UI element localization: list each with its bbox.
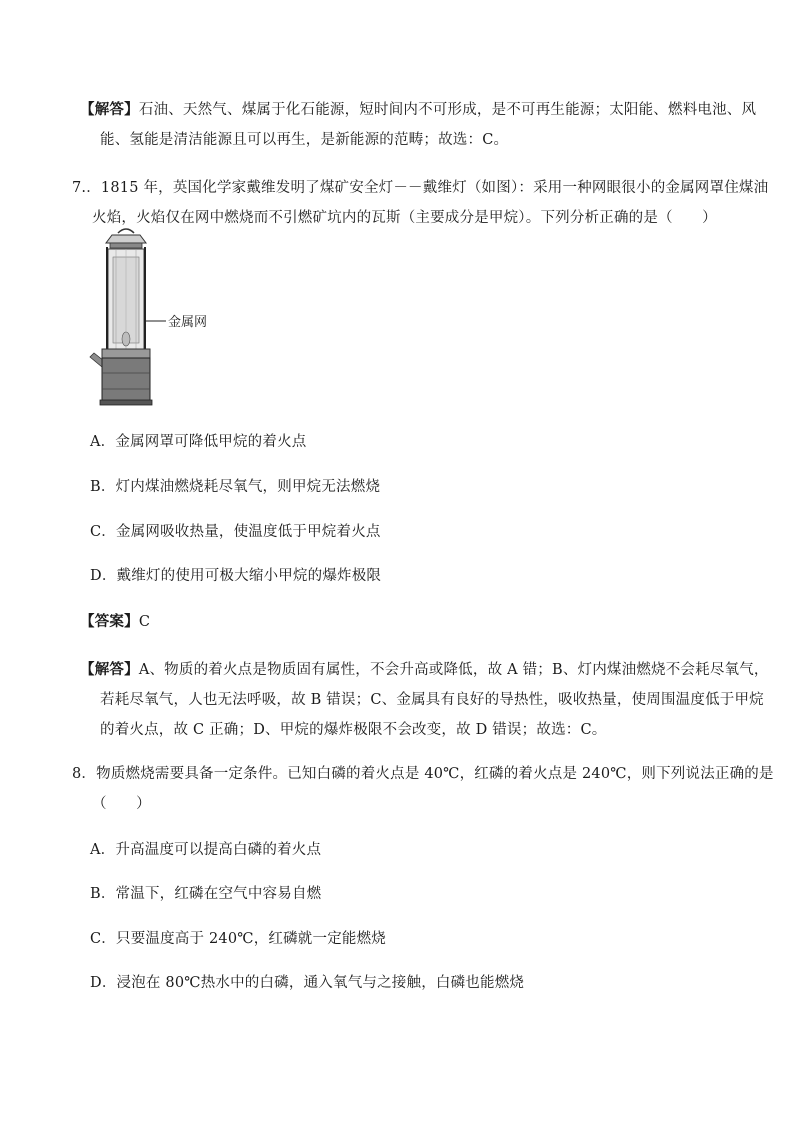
q8-stem-line-1: 8．物质燃烧需要具备一定条件。已知白磷的着火点是 40℃，红磷的着火点是 240℃，则下列说法正确的是 — [72, 766, 774, 782]
q7-answer — [80, 612, 150, 632]
q7-option-b: B．灯内煤油燃烧耗尽氧气，则甲烷无法燃烧 — [90, 479, 381, 495]
q7-option-d: D．戴维灯的使用可极大缩小甲烷的爆炸极限 — [90, 568, 382, 584]
prev-answer-line-1: 【解答】石油、天然气、煤属于化石能源，短时间内不可形成，是不可再生能源；太阳能、燃料电池、风 — [80, 101, 757, 118]
q8-option-a: A．升高温度可以提高白磷的着火点 — [90, 842, 322, 858]
jieda-label: 【解答】 — [80, 101, 139, 118]
q8-option-d: D．浸泡在 80℃热水中的白磷，通入氧气与之接触，白磷也能燃烧 — [90, 975, 525, 991]
q7-option-c: C．金属网吸收热量，使温度低于甲烷着火点 — [90, 524, 381, 540]
davy-lamp-figure — [86, 225, 246, 410]
q7-answer-value: C — [138, 614, 151, 630]
figure-label-metal-mesh: 金属网 — [168, 315, 208, 330]
q7-stem-line-2: 火焰，火焰仅在网中燃烧而不引燃矿坑内的瓦斯（主要成分是甲烷）。下列分析正确的是（ ） — [92, 210, 717, 226]
daan-label: 【答案】 — [80, 613, 139, 630]
q8-option-c: C．只要温度高于 240℃，红磷就一定能燃烧 — [90, 931, 386, 947]
q7-stem-line-1: 7.．1815 年，英国化学家戴维发明了煤矿安全灯－－戴维灯（如图）：采用一种网眼很小的金属网罩住煤油 — [72, 180, 769, 196]
q7-option-a: A．金属网罩可降低甲烷的着火点 — [90, 434, 307, 450]
prev-answer-line-2: 能、氢能是清洁能源且可以再生，是新能源的范畴；故选：C。 — [100, 132, 509, 148]
q7-analysis-line-3: 的着火点，故 C 正确；D、甲烷的爆炸极限不会改变，故 D 错误；故选：C。 — [100, 722, 607, 738]
q7-analysis-line-2: 若耗尽氧气，人也无法呼吸，故 B 错误；C、金属具有良好的导热性，吸收热量，使周围温度低于甲烷 — [100, 692, 764, 708]
q8-stem-line-2: （ ） — [92, 796, 151, 812]
q7-analysis-line-1: 【解答】A、物质的着火点是物质固有属性，不会升高或降低，故 A 错；B、灯内煤油燃烧不会耗尽氧气， — [80, 661, 769, 678]
q8-option-b: B．常温下，红磷在空气中容易自燃 — [90, 886, 322, 902]
